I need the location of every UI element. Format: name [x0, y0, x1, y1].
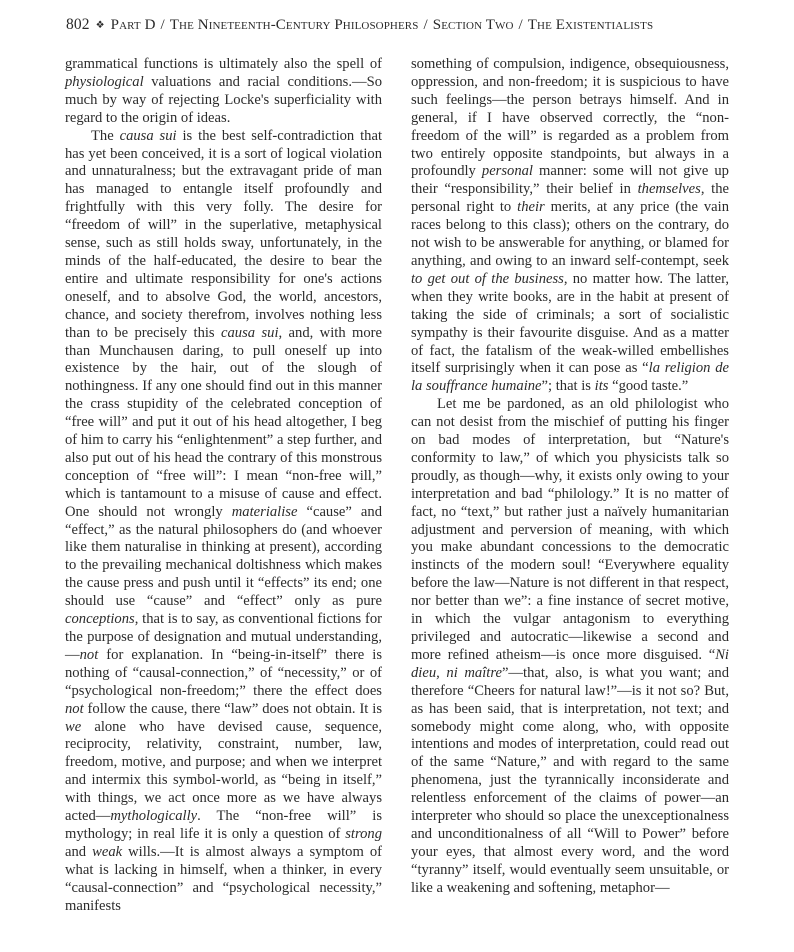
part-label: Part D [110, 17, 156, 33]
chapter-title: The Existentialists [527, 17, 654, 33]
page-number: 802 [66, 16, 90, 33]
paragraph: Let me be pardoned, as an old philologist who can not desist from the mischief of putting his finger on bad modes of interpretation, but “Nature's conformity to law,” of which you physicists talk so proudly, as though—why, it exists only owing to your interpretation and bad “philology.” It is no matter of fact, no “text,” but rather just a naïvely humanitarian adjustment and perversion of meaning, with which you make abundant concessions to the democratic instincts of the modern soul! “Everywhere equality before the law—Nature is not different in that respect, nor better than we”: a fine instance of secret motive, in which the vulgar antagonism to everything privileged and autocratic—likewise a second and more refined atheism—is once more disguised. “Ni dieu, ni maître”—that, also, is what you want; and therefore “Cheers for natural law!”—is it not so? But, as has been said, that is interpretation, not text; and somebody might come along, who, with opposite intentions and modes of interpretation, could read out of the same “Nature,” and with regard to the same phenomena, just the tyrannically inconsiderate and relentless enforcement of the claims of power—an interpreter who should so place the unexceptionalness and unconditionalness of all “Will to Power” before your eyes, that almost every word, and the word “tyranny” itself, would eventually seem unsuitable, or like a weakening and softening, metaphor— [411, 396, 729, 896]
right-column [411, 56, 729, 898]
ornament-bullet-icon: ❖ [95, 20, 105, 31]
left-column [65, 56, 382, 916]
header-divider: / [518, 17, 523, 33]
book-title: The Nineteenth-Century Philosophers [169, 17, 419, 33]
paragraph: The causa sui is the best self-contradiction that has yet been conceived, it is a sort of logical violation and unnaturalness; but the extravagant pride of man has managed to entangle itself profoundly and frightfully with this very folly. The desire for “freedom of will” in the superlative, metaphysical sense, such as still holds sway, unfortunately, in the minds of the half-educated, the desire to bear the entire and ultimate responsibility for one's actions oneself, and to absolve God, the world, ancestors, chance, and society therefrom, involves nothing less than to be precisely this causa sui, and, with more than Munchausen daring, to pull oneself up into existence by the hair, out of the slough of nothingness. If any one should find out in this manner the crass stupidity of the celebrated conception of “free will” and put it out of his head altogether, I beg of him to carry his “enlightenment” a step further, and also put out of his head the contrary of this monstrous conception of “free will”: I mean “non-free will,” which is tantamount to a misuse of cause and effect. One should not wrongly materialise “cause” and “effect,” as the natural philosophers do (and whoever like them naturalise in thinking at present), according to the prevailing mechanical doltishness which makes the cause press and push until it “effects” its end; one should use “cause” and “effect” only as pure conceptions, that is to say, as conventional fictions for the purpose of designation and mutual understanding,—not for explanation. In “being-in-itself” there is nothing of “causal-connection,” of “necessity,” or of “psychological non-freedom;” there the effect does not follow the cause, there “law” does not obtain. It is we alone who have devised cause, sequence, reciprocity, relativity, constraint, number, law, freedom, motive, and purpose; and when we interpret and intermix this symbol-world, as “being in itself,” with things, we act once more as we have always acted—mythologically. The “non-free will” is mythology; in real life it is only a question of strong and weak wills.—It is almost always a symptom of what is lacking in himself, when a thinker, in every “causal-connection” and “psychological necessity,” manifests [65, 127, 382, 914]
section-label: Section Two [432, 17, 514, 33]
running-head [66, 16, 766, 40]
paragraph: grammatical functions is ultimately also the spell of physiological valuations and racial conditions.—So much by way of rejecting Locke's superficiality with regard to the origin of ideas. [65, 56, 382, 126]
paragraph: something of compulsion, indigence, obsequiousness, oppression, and non-freedom; it is suspicious to have such feelings—the person betrays himself. And in general, if I have observed correctly, the “non-freedom of the will” is regarded as a problem from two entirely opposite standpoints, but always in a profoundly personal manner: some will not give up their “responsibility,” their belief in themselves, the personal right to their merits, at any price (the vain races belong to this class); others on the contrary, do not wish to be answerable for anything, or blamed for anything, and owing to an inward self-contempt, seek to get out of the business, no matter how. The latter, when they write books, are in the habit at present of taking the side of criminals; a sort of socialistic sympathy is their favourite disguise. And as a matter of fact, the fatalism of the weak-willed embellishes itself surprisingly when it can pose as “la religion de la souffrance humaine”; that is its “good taste.” [411, 56, 729, 395]
header-divider: / [160, 17, 165, 33]
header-divider: / [423, 17, 428, 33]
